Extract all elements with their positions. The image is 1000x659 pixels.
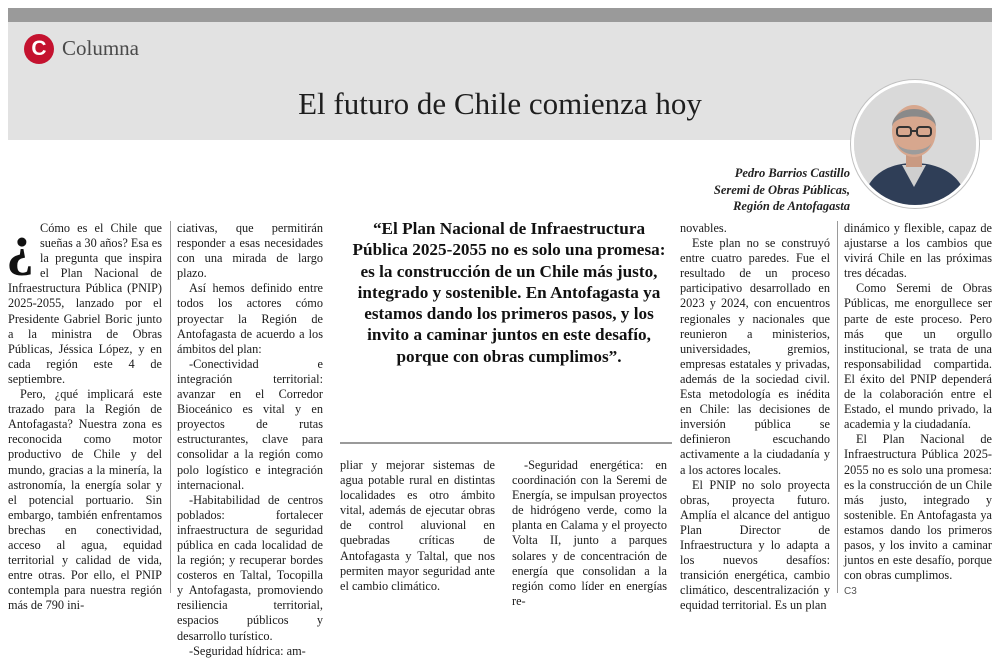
paragraph: El Plan Nacional de Infraestructura Pública 2025-2055 no es solo una promesa: es la construcción de un Chile más justo, integrado y sostenible. En Antofagasta ya estamos dando los primeros pasos, y los invito a caminar juntos en este desafío, porque con obras cumplimos. [844, 432, 992, 583]
section-label: Columna [62, 36, 139, 60]
article-column-4 [512, 458, 667, 609]
paragraph: ciativas, que permitirán responder a esas necesidades con una mirada de largo plazo. [177, 221, 323, 281]
paragraph: novables. [680, 221, 727, 235]
paragraph: dinámico y flexible, capaz de ajustarse a los cambios que vivirá Chile en las próximas tres décadas. [844, 221, 992, 281]
pull-quote: “El Plan Nacional de Infraestructura Pública 2025-2055 no es solo una promesa: es la construcción de un Chile más justo, integrado y sostenible. En Antofagasta ya estamos dando los primeros pasos, y los invito a caminar juntos en este desafío, porque con obras cumplimos”. [352, 219, 666, 366]
paragraph: El PNIP no solo proyecta obras, proyecta futuro. Amplía el alcance del antiguo Plan Director de Infraestructura y lo adapta a los nuevos desafíos: transición energética, cambio climático, descentralización y equidad territorial. Es un plan [680, 477, 830, 613]
paragraph: -Conectividad e integración territorial: avanzar en el Corredor Bioceánico es vital y en proyectos de rutas estructurantes, clave para consolidar a la región como polo logístico e integración internacional. [177, 356, 323, 492]
paragraph: Cómo es el Chile que sueñas a 30 años? Esa es la pregunta que inspira el Plan Nacional de Infraestructura Pública (PNIP) 2025-2055, lanzado por el Presidente Gabriel Boric junto a la ministra de Obras Públicas, Jéssica López, y en cada región este 4 de septiembre. [8, 221, 162, 386]
section-logo-icon: C [24, 34, 54, 64]
article-column-3 [340, 458, 495, 594]
author-byline [714, 165, 850, 215]
header-band [8, 22, 992, 140]
article-column-6 [844, 221, 992, 599]
author-role: Seremi de Obras Públicas, [713, 182, 850, 197]
article-column-1 [6, 215, 162, 613]
article-column-5 [680, 221, 830, 613]
author-region: Región de Antofagasta [733, 199, 850, 213]
paragraph: -Habitabilidad de centros poblados: fortalecer infraestructura de seguridad pública en cada localidad de la región; y recuperar bordes costeros en Taltal, Tocopilla y Antofagasta, promoviendo resiliencia territorial, espacios públicos y desarrollo turístico. [177, 492, 323, 643]
author-name: Pedro Barrios Castillo [734, 166, 850, 180]
paragraph: -Seguridad energética: en coordinación con la Seremi de Energía, se impulsan proyectos de hidrógeno verde, como la planta en Calama y el proyecto Volta II, junto a parques solares y de concentración de energía que consolidan a la región como líder en energías re- [512, 458, 667, 608]
paragraph: -Seguridad hídrica: am- [189, 643, 306, 658]
paragraph: Pero, ¿qué implicará este trazado para la Región de Antofagasta? Nuestra zona es reconocida como motor productivo de Chile y del mundo, gracias a la minería, la astronomía, la energía solar y el potencial portuario. Sin embargo, también enfrentamos brechas en conectividad, acceso al agua, equidad territorial y calidad de vida, entre otras. Por ello, el PNIP contempla para nuestra región más de 790 ini- [8, 387, 162, 613]
pull-quote-rule [340, 442, 672, 444]
column-rule [837, 221, 838, 593]
author-portrait-icon [854, 83, 976, 205]
paragraph: pliar y mejorar sistemas de agua potable rural en distintas localidades es otro ámbito vital, además de ejecutar obras de control aluvional en quebradas críticas de Antofagasta y Taltal, que nos permiten mayor seguridad ante el cambio climático. [340, 458, 495, 593]
article-column-2 [177, 221, 323, 659]
end-mark-icon: C3 [844, 586, 857, 598]
author-photo [851, 80, 979, 208]
drop-cap: ¿ [6, 215, 34, 277]
paragraph: Este plan no se construyó entre cuatro paredes. Fue el resultado de un proceso participativo desarrollado en 2023 y 2024, con encuentros regionales y nacionales que reunieron a ministerios, universidades, gremios, empresas estatales y privadas, además de la sociedad civil. Esta metodología es inédita en Chile: las decisiones de inversión pública se definieron escuchando activamente a la ciudadanía y a los actores locales. [680, 236, 830, 477]
paragraph: Así hemos definido entre todos los actores cómo proyectar la Región de Antofagasta de acuerdo a los ámbitos del plan: [177, 281, 323, 356]
article-title: El futuro de Chile comienza hoy [298, 86, 702, 121]
top-bar [8, 8, 992, 22]
column-rule [170, 221, 171, 593]
paragraph: Como Seremi de Obras Públicas, me enorgullece ser parte de este proceso. Pero más que un orgullo institucional, se trata de una responsabilidad compartida. El éxito del PNIP dependerá de la colaboración entre el Estado, el mundo privado, la academia y la ciudadanía. [844, 281, 992, 432]
